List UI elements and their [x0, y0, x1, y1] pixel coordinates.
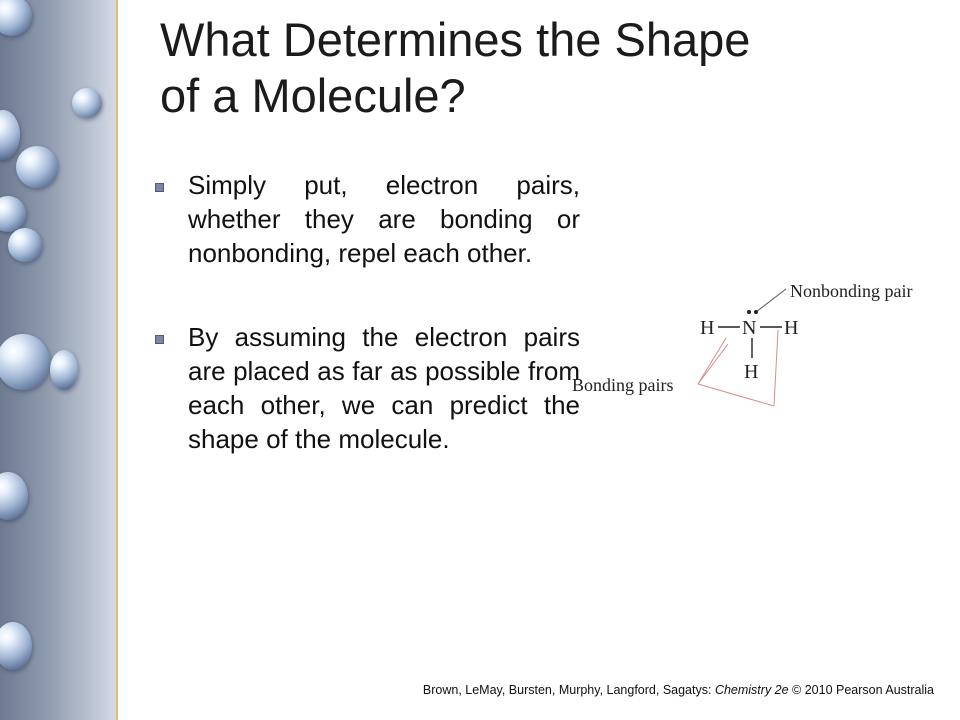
nonbonding-leader-line — [756, 289, 786, 312]
bubble-decoration — [0, 622, 32, 670]
bonding-leader-line — [774, 330, 778, 406]
sidebar-divider — [116, 0, 118, 720]
bonding-leader-line — [698, 338, 726, 384]
hydrogen-atom-right: H — [784, 317, 799, 339]
bubble-decoration — [0, 110, 20, 160]
slide-footer — [423, 683, 934, 697]
footer-book-title: Chemistry 2e — [714, 683, 789, 697]
bubble-decoration — [16, 146, 58, 188]
bubble-decoration — [50, 350, 78, 390]
footer-copyright: © 2010 Pearson Australia — [788, 683, 934, 697]
bubble-decoration — [8, 228, 42, 262]
bubble-decoration — [0, 472, 28, 520]
leader-lines — [698, 289, 786, 406]
square-bullet-icon — [155, 183, 164, 192]
bonding-pairs-label: Bonding pairs — [572, 375, 674, 395]
bubble-decoration — [72, 88, 102, 118]
ammonia-lewis-diagram — [566, 266, 956, 426]
bonding-leader-line — [698, 344, 728, 384]
bonding-leader-line — [698, 384, 774, 406]
hydrogen-atom-left: H — [700, 317, 715, 339]
decorative-sidebar — [0, 0, 118, 720]
bubble-decoration — [0, 334, 50, 390]
hydrogen-atom-bottom: H — [744, 361, 759, 383]
square-bullet-icon — [155, 335, 164, 344]
bullet-text: Simply put, electron pairs, whether they are bonding or nonbonding, repel each other. — [188, 170, 580, 268]
title-line-1: What Determines the Shape — [160, 13, 751, 66]
nitrogen-atom: N — [742, 317, 757, 339]
bubble-decoration — [0, 0, 32, 36]
lone-pair-electron — [747, 310, 751, 314]
nonbonding-pair-label: Nonbonding pair — [790, 281, 913, 301]
slide-title — [160, 12, 920, 124]
bubble-decoration — [0, 196, 26, 232]
bullet-item — [150, 168, 580, 270]
title-line-2: of a Molecule? — [160, 69, 466, 122]
bullet-item — [150, 320, 580, 456]
bullet-text: By assuming the electron pairs are placed as far as possible from each other, we can predict the shape of the molecule. — [188, 322, 580, 454]
bullet-list — [150, 168, 580, 456]
lone-pair-electron — [754, 310, 758, 314]
footer-authors: Brown, LeMay, Bursten, Murphy, Langford, Sagatys: — [422, 683, 715, 697]
